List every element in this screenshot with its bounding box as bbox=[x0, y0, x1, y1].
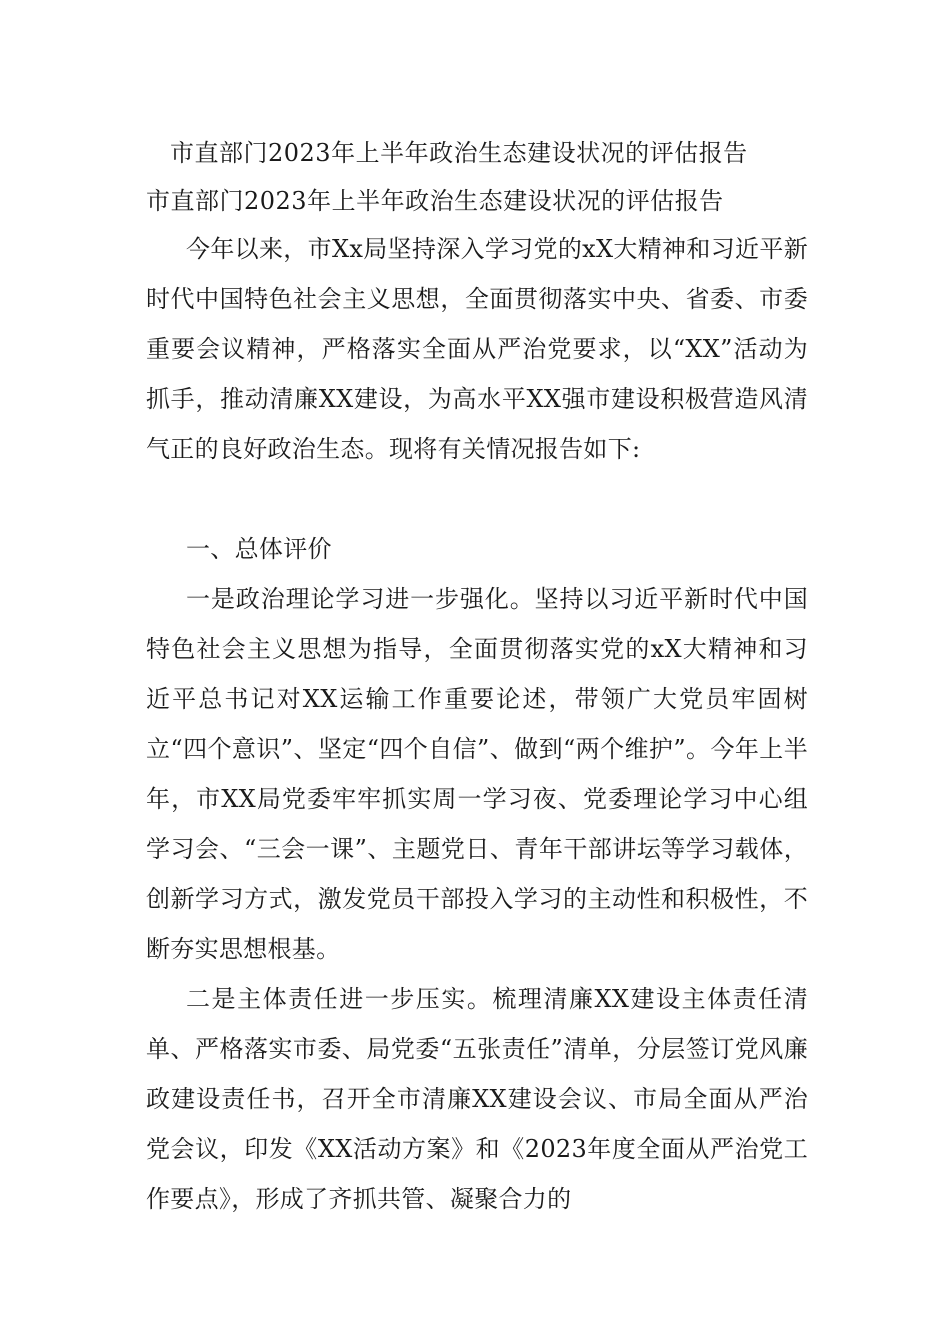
body-paragraph-2: 二是主体责任进一步压实。梳理清廉XX建设主体责任清单、严格落实市委、局党委“五张责任”清单，分层签订党风廉政建设责任书，召开全市清廉XX建设会议、市局全面从严治党会议，印发《XX活动方案》和《2023年度全面从严治党工作要点》，形成了齐抓共管、凝聚合力的 bbox=[146, 985, 808, 1213]
document-title-repeat: 市直部门2023年上半年政治生态建设状况的评估报告 bbox=[146, 187, 724, 215]
intro-paragraph: 今年以来，市Xx局坚持深入学习党的xX大精神和习近平新时代中国特色社会主义思想，全面贯彻落实中央、省委、市委重要会议精神，严格落实全面从严治党要求，以“XX”活动为抓手，推动清廉XX建设，为高水平XX强市建设积极营造风清气正的良好政治生态。现将有关情况报告如下: bbox=[146, 235, 808, 463]
body-paragraph-1: 一是政治理论学习进一步强化。坚持以习近平新时代中国特色社会主义思想为指导，全面贯彻落实党的xX大精神和习近平总书记对XX运输工作重要论述，带领广大党员牢固树立“四个意识”、坚定“四个自信”、做到“两个维护”。今年上半年，市XX局党委牢牢抓实周一学习夜、党委理论学习中心组学习会、“三会一课”、主题党日、青年干部讲坛等学习载体，创新学习方式，激发党员干部投入学习的主动性和积极性，不断夯实思想根基。 bbox=[146, 585, 808, 963]
section-heading: 一、总体评价 bbox=[186, 535, 332, 563]
document-title: 市直部门2023年上半年政治生态建设状况的评估报告 bbox=[170, 139, 748, 167]
